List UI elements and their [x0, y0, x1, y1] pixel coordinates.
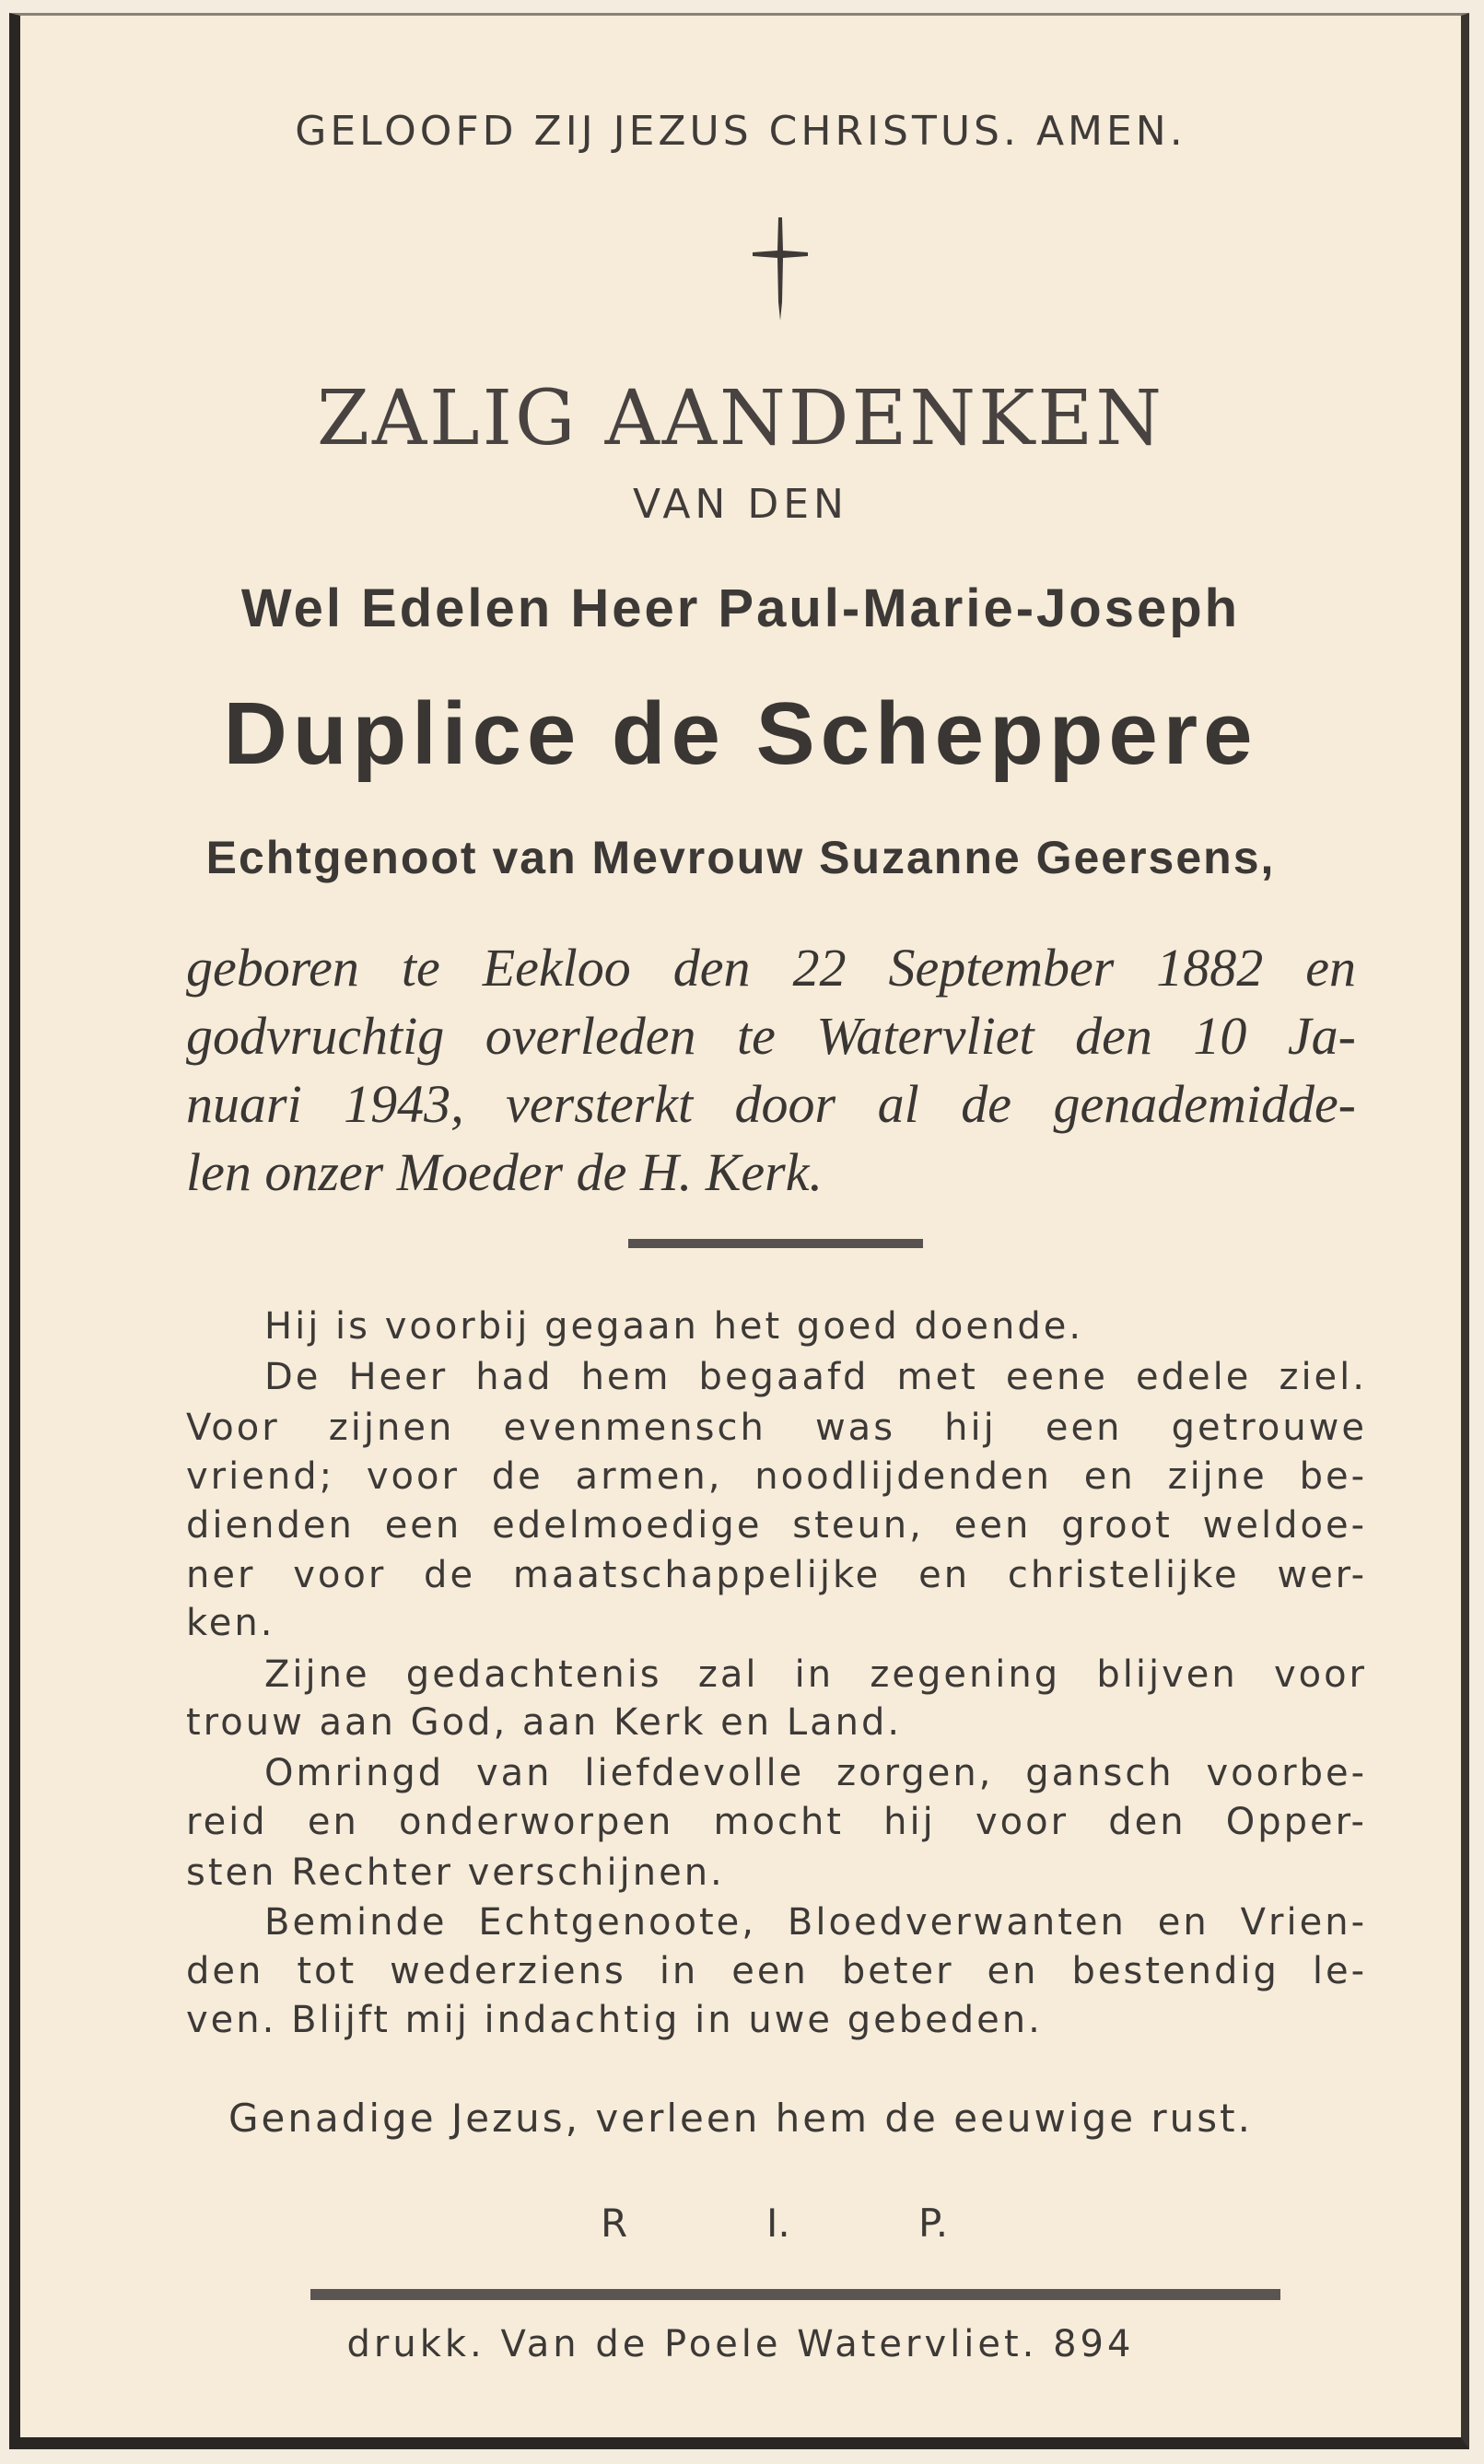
bio-line: geboren te Eekloo den 22 September 1882 en: [186, 938, 1356, 998]
rip-line: [20, 2201, 1461, 2256]
body-line: Omringd van liefdevolle zorgen, gansch voorbe-: [264, 1752, 1367, 1794]
card-title: ZALIG AANDENKEN: [316, 375, 1164, 462]
rip-letter: P.: [918, 2201, 949, 2246]
rip-letter: R: [601, 2201, 628, 2246]
body-line: Hij is voorbij gegaan het goed doende.: [264, 1305, 1084, 1348]
invocation-header: GELOOFD ZIJ JEZUS CHRISTUS. AMEN.: [295, 108, 1186, 155]
body-line: Voor zijnen evenmensch was hij een getrouwe: [186, 1407, 1367, 1449]
body-line: ner voor de maatschappelijke en christelijke wer-: [186, 1554, 1367, 1596]
body-line: sten Rechter verschijnen.: [186, 1851, 725, 1894]
body-line: ken.: [186, 1602, 275, 1644]
divider: [628, 1239, 923, 1248]
closing-prayer: Genadige Jezus, verleen hem de eeuwige rust.: [228, 2096, 1253, 2141]
body-line: reid en onderworpen mocht hij voor den Opper-: [186, 1801, 1367, 1843]
bottom-divider: [310, 2289, 1280, 2300]
body-line: De Heer had hem begaafd met eene edele ziel.: [264, 1356, 1367, 1398]
bio-line: len onzer Moeder de H. Kerk.: [186, 1142, 823, 1202]
honorific-line: Wel Edelen Heer Paul-Marie-Joseph: [240, 578, 1241, 638]
body-line: trouw aan God, aan Kerk en Land.: [186, 1701, 903, 1744]
cross-icon: [751, 214, 810, 324]
bio-line: nuari 1943, versterkt door al de genademidde-: [186, 1074, 1356, 1134]
body-line: ven. Blijft mij indachtig in uwe gebeden.: [186, 1999, 1043, 2041]
memorial-card: [9, 13, 1469, 2449]
body-line: dienden een edelmoedige steun, een groot weldoe-: [186, 1504, 1367, 1547]
body-line: den tot wederziens in een beter en bestendig le-: [186, 1950, 1367, 1992]
spouse-line: Echtgenoot van Mevrouw Suzanne Geersens,: [205, 832, 1276, 883]
printer-imprint: drukk. Van de Poele Watervliet. 894: [346, 2323, 1135, 2365]
rip-letter: I.: [766, 2201, 790, 2246]
body-line: vriend; voor de armen, noodlijdenden en zijne be-: [186, 1455, 1367, 1498]
deceased-name: Duplice de Scheppere: [223, 684, 1258, 783]
card-subtitle: VAN DEN: [633, 481, 848, 528]
body-line: Zijne gedachtenis zal in zegening blijven voor: [264, 1653, 1367, 1696]
body-line: Beminde Echtgenoote, Bloedverwanten en Vrien-: [264, 1901, 1367, 1944]
bio-line: godvruchtig overleden te Watervliet den 10 Ja-: [186, 1006, 1356, 1066]
